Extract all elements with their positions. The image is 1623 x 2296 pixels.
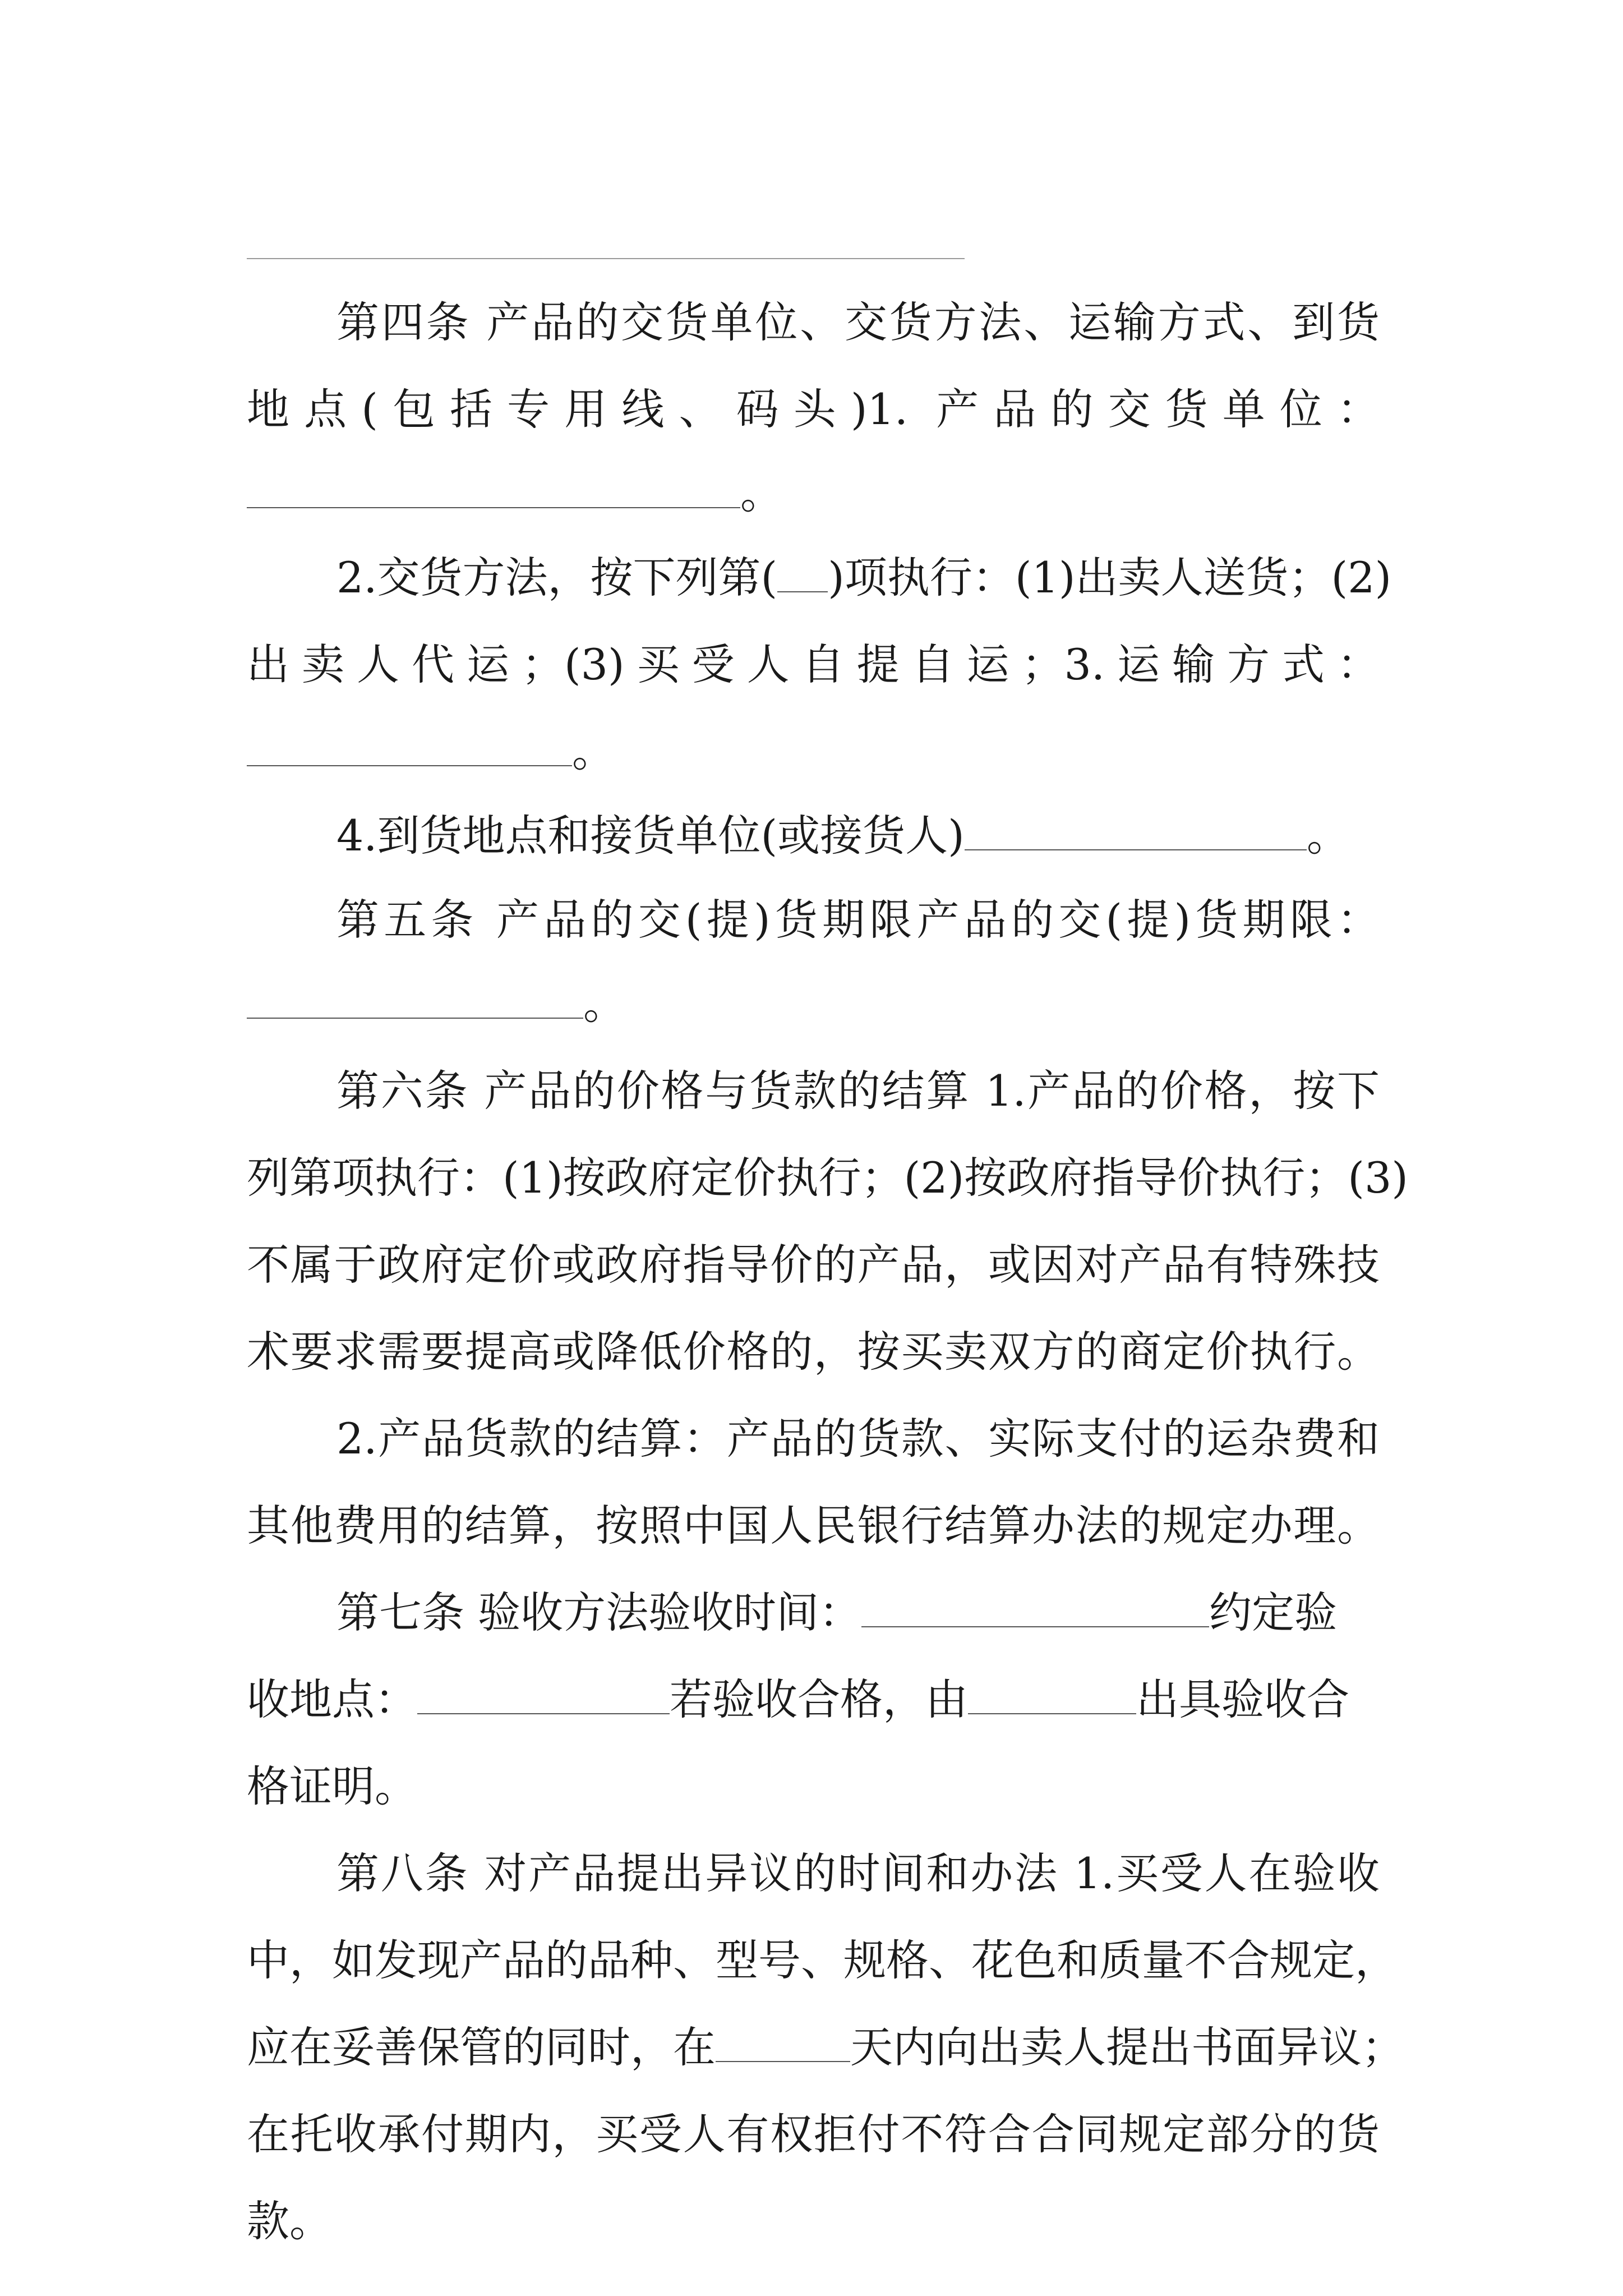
delivery-method-choice-blank[interactable] <box>777 552 828 592</box>
article-7-line-3: 格证明。 <box>247 1761 417 1811</box>
inspection-place-blank[interactable] <box>417 1674 670 1714</box>
article-7-line-1: 第七条 验收方法验收时间： 约定验 <box>336 1588 1338 1637</box>
article-4-line-5: 出卖人代运；(3)买受人自提自运；3.运输方式： <box>247 639 1380 689</box>
certificate-issuer-blank[interactable] <box>968 1674 1136 1714</box>
article-6-line-4: 术要求需要提高或降低价格的，按买卖双方的商定价执行。 <box>247 1327 1380 1377</box>
header-divider <box>247 258 965 259</box>
article-4-line-1: 第四条 产品的交货单位、交货方法、运输方式、到货 <box>336 297 1380 347</box>
inspection-time-blank[interactable] <box>861 1587 1209 1627</box>
article-6-line-5: 2.产品货款的结算：产品的货款、实际支付的运杂费和 <box>336 1414 1380 1464</box>
article-5-line-2: 。 <box>247 973 1380 1035</box>
article-4-line-7: 4.到货地点和接货单位(或接货人) 。 <box>336 811 1349 861</box>
article-6-line-3: 不属于政府定价或政府指导价的产品，或因对产品有特殊技 <box>247 1240 1380 1290</box>
article-8-line-5: 款。 <box>247 2196 332 2246</box>
article-8-line-1: 第八条 对产品提出异议的时间和办法 1.买受人在验收 <box>336 1848 1380 1898</box>
article-8-line-4: 在托收承付期内，买受人有权拒付不符合合同规定部分的货 <box>247 2109 1380 2159</box>
article-8-line-2: 中，如发现产品的品种、型号、规格、花色和质量不合规定， <box>247 1935 1398 1985</box>
transport-method-blank[interactable] <box>247 726 572 766</box>
article-6-line-2: 列第项执行：(1)按政府定价执行；(2)按政府指导价执行；(3) <box>247 1153 1408 1203</box>
delivery-unit-blank[interactable] <box>247 468 740 508</box>
article-4-line-6: 。 <box>247 721 1380 783</box>
delivery-place-blank[interactable] <box>965 810 1307 850</box>
article-4-line-2: 地点(包括专用线、码头)1. 产品的交货单位： <box>247 384 1380 434</box>
article-5-line-1: 第五条 产品的交(提)货期限产品的交(提)货期限： <box>336 895 1380 945</box>
article-7-line-2: 收地点： 若验收合格，由 出具验收合 <box>247 1674 1349 1724</box>
article-4-line-4: 2.交货方法，按下列第( )项执行：(1)出卖人送货；(2) <box>336 553 1392 602</box>
delivery-period-blank[interactable] <box>247 978 583 1019</box>
article-6-line-1: 第六条 产品的价格与货款的结算 1.产品的价格，按下 <box>336 1066 1380 1116</box>
article-8-line-3: 应在妥善保管的同时，在 天内向出卖人提出书面异议； <box>247 2022 1404 2072</box>
article-6-line-6: 其他费用的结算，按照中国人民银行结算办法的规定办理。 <box>247 1501 1380 1550</box>
objection-days-blank[interactable] <box>716 2022 850 2062</box>
article-4-line-3: 。 <box>247 463 1380 524</box>
